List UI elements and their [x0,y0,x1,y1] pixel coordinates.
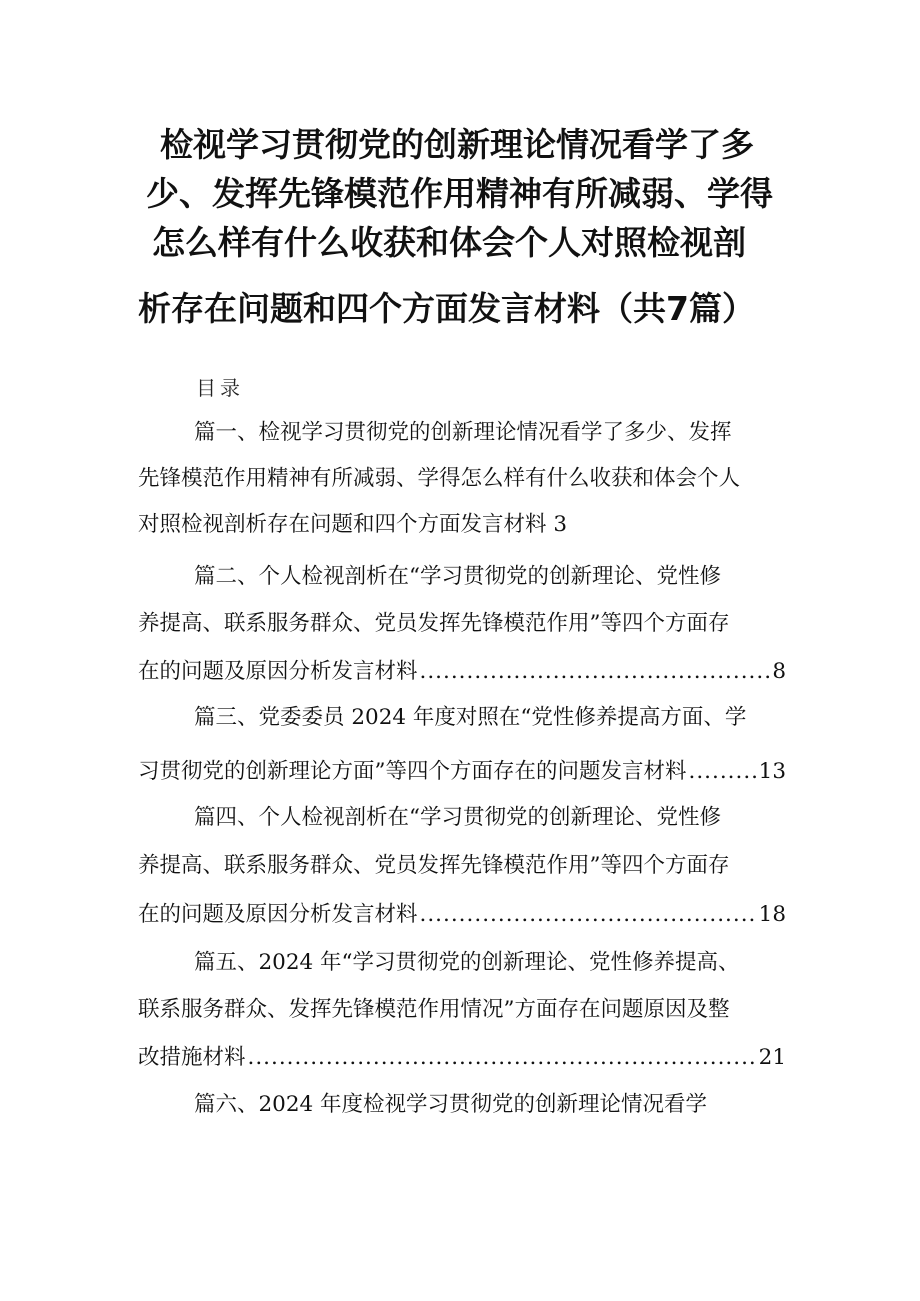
toc-entry-line: 篇二、个人检视剖析在“学习贯彻党的创新理论、党性修 [194,564,721,589]
toc-entry-line: 养提高、联系服务群众、党员发挥先锋模范作用”等四个方面存 [138,853,730,878]
toc-entry-last-line [138,1043,786,1073]
toc-leader-dots [689,757,757,787]
toc-entry-line: 先锋模范作用精神有所减弱、学得怎么样有什么收获和体会个人 [138,466,741,491]
toc-page-number: 8 [772,659,786,684]
toc-entry-line: 养提高、联系服务群众、党员发挥先锋模范作用”等四个方面存 [138,611,730,636]
toc-entry-line: 对照检视剖析存在问题和四个方面发言材料 3 [138,512,568,537]
toc-entry-line: 在的问题及原因分析发言材料 [138,659,418,684]
document-title-line-3: 怎么样有什么收获和体会个人对照检视剖 [152,223,746,262]
toc-entry-last-line [138,757,786,787]
toc-entry-line: 习贯彻党的创新理论方面”等四个方面存在的问题发言材料 [138,759,687,784]
toc-entry-line: 篇五、2024 年“学习贯彻党的创新理论、党性修养提高、 [194,950,740,975]
toc-entry-last-line [138,900,786,930]
toc-leader-dots [248,1043,757,1073]
toc-leader-dots [420,657,771,687]
toc-entry-line: 篇三、党委委员 2024 年度对照在“党性修养提高方面、学 [194,705,747,730]
toc-heading: 目录 [196,376,244,400]
toc-entry-line: 篇四、个人检视剖析在“学习贯彻党的创新理论、党性修 [194,805,721,830]
toc-entry-line: 改措施材料 [138,1045,246,1070]
toc-entry-line: 在的问题及原因分析发言材料 [138,902,418,927]
toc-page-number: 13 [758,759,786,784]
toc-entry-line: 篇六、2024 年度检视学习贯彻党的创新理论情况看学 [194,1092,708,1117]
toc-entry-line: 联系服务群众、发挥先锋模范作用情况”方面存在问题原因及整 [138,997,730,1022]
toc-leader-dots [420,900,757,930]
toc-entry-line: 篇一、检视学习贯彻党的创新理论情况看学了多少、发挥 [194,420,732,445]
document-title-line-2: 少、发挥先锋模范作用精神有所减弱、学得 [146,174,773,213]
toc-page-number: 18 [758,902,786,927]
toc-entry-last-line [138,657,786,687]
document-title-line-4: 析存在问题和四个方面发言材料（共7篇） [138,289,755,328]
toc-page-number: 21 [758,1045,786,1070]
document-title-line-1: 检视学习贯彻党的创新理论情况看学了多 [160,125,754,164]
